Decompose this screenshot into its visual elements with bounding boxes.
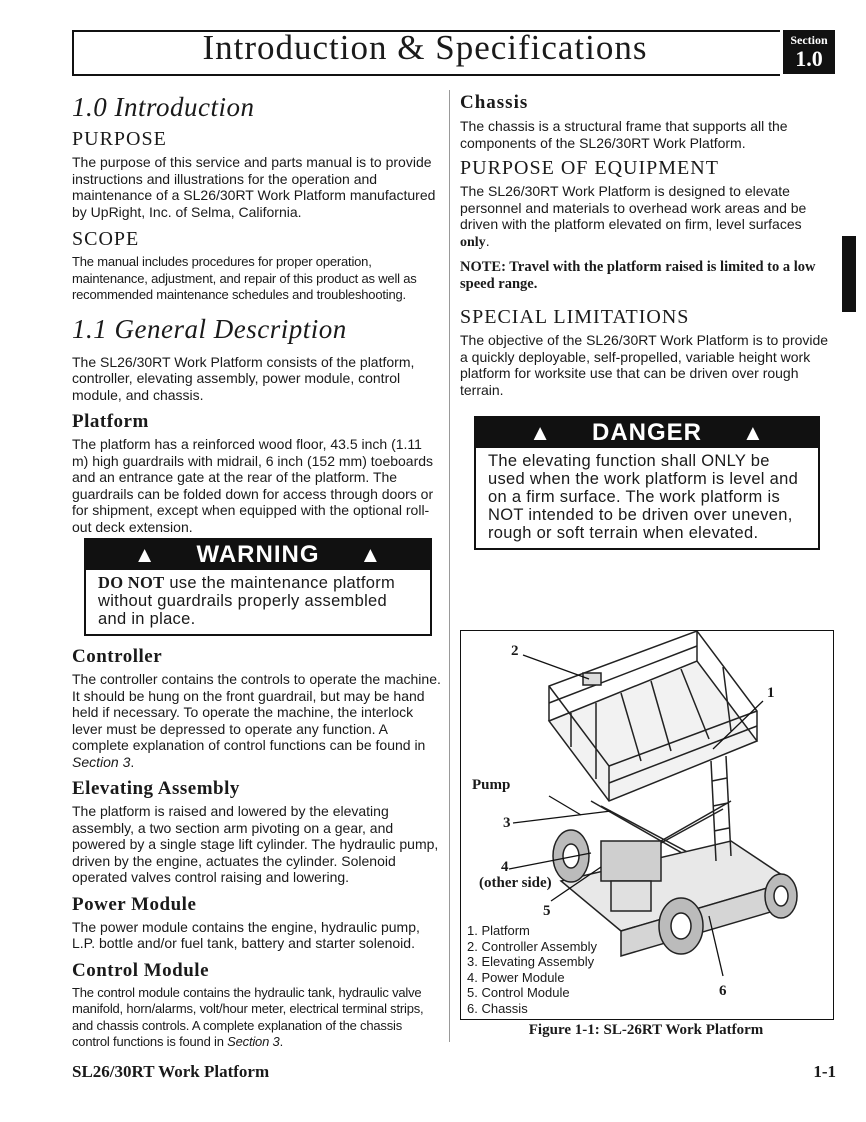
platform-heading: Platform — [72, 411, 149, 432]
other-side-label: (other side) — [479, 875, 552, 891]
chassis-text: The chassis is a structural frame that supports all the components of the SL26/30RT Work Platform. — [460, 118, 788, 151]
right-column — [460, 92, 834, 398]
warning-triangle-icon: ▲ — [359, 542, 383, 567]
page-number: 1-1 — [813, 1062, 836, 1081]
figure-caption: Figure 1-1: SL-26RT Work Platform — [528, 1022, 764, 1038]
warning-triangle-icon: ▲ — [133, 542, 157, 567]
section-badge-number: 1.0 — [795, 46, 823, 71]
legend-item: 1. Platform — [467, 923, 530, 938]
section-edge-tab — [842, 236, 856, 312]
warning-emphasis: DO NOT — [98, 573, 165, 592]
purpose-equipment-only: only — [460, 234, 486, 250]
general-heading: 1.1 General Description — [72, 313, 347, 344]
purpose-text: The purpose of this service and parts manual is to provide instructions and illustrations for the operation and maintenance of a SL26/30RT Work Platform manufactured by UpRight, Inc. of Selma, California. — [72, 154, 436, 220]
danger-header — [476, 418, 818, 448]
purpose-equipment-text: The SL26/30RT Work Platform is designed to elevate personnel and materials to overhead work areas and be driven with the platform elevated on firm, level surfaces only. — [460, 183, 807, 250]
footer-product-name: SL26/30RT Work Platform — [72, 1062, 270, 1081]
purpose-equipment-body: The SL26/30RT Work Platform is designed to elevate personnel and materials to overhead work areas and be driven with the platform elevated on firm, level surfaces — [460, 183, 807, 232]
left-column-lower — [72, 646, 442, 1051]
left-column — [72, 92, 442, 535]
danger-triangle-icon: ▲ — [529, 420, 552, 445]
control-section-ref: Section 3 — [227, 1034, 280, 1049]
purpose-equipment-heading: PURPOSE OF EQUIPMENT — [460, 157, 719, 179]
special-limitations-heading: SPECIAL LIMITATIONS — [460, 306, 690, 328]
warning-body — [86, 570, 430, 634]
callout-3: 3 — [503, 815, 511, 831]
page-title: Introduction & Specifications — [202, 28, 648, 67]
control-heading: Control Module — [72, 959, 210, 981]
danger-box — [474, 416, 820, 550]
power-heading: Power Module — [72, 893, 197, 915]
controller-heading: Controller — [72, 646, 163, 667]
power-text: The power module contains the engine, hydraulic pump, L.P. bottle and/or fuel tank, battery and starter solenoid. — [72, 918, 420, 951]
warning-title: WARNING — [196, 541, 320, 568]
pump-label: Pump — [472, 777, 511, 793]
callout-5: 5 — [543, 903, 551, 919]
controller-text: The controller contains the controls to operate the machine. It should be hung on the front guardrail, but may be hand held if necessary. To operate the machine, the interlock lever must be depressed to operate any function. A complete explanation of control functions can be found in Section 3. — [72, 671, 441, 770]
section-badge — [783, 30, 835, 74]
scope-heading: SCOPE — [72, 228, 140, 250]
general-text: The SL26/30RT Work Platform consists of the platform, controller, elevating assembly, power module, control module, and chassis. — [72, 353, 415, 403]
section-badge-label: Section — [790, 33, 828, 47]
travel-note: NOTE: Travel with the platform raised is limited to a low speed range. — [460, 259, 816, 292]
figure-frame — [460, 630, 834, 1020]
legend-item: 6. Chassis — [467, 1000, 528, 1016]
danger-body: The elevating function shall ONLY be used when the work platform is level and on a firm surface. The work platform is NOT intended to be driven over uneven, rough or soft terrain when elevated. — [488, 452, 799, 542]
control-text-body: The control module contains the hydraulic tank, hydraulic valve manifold, horn/alarms, volt/hour meter, electrical terminal strips, and chassis controls. A complete explanation of the chassis control functions is found in — [72, 984, 424, 1049]
control-text: The control module contains the hydraulic tank, hydraulic valve manifold, horn/alarms, volt/hour meter, electrical terminal strips, and chassis controls. A complete explanation of the chassis control functions is found in Section 3. — [72, 984, 424, 1049]
legend-item: 2. Controller Assembly — [467, 938, 598, 954]
controller-text-body: The controller contains the controls to operate the machine. It should be hung on the front guardrail, but may be hand held if necessary. To operate the machine, the interlock lever must be depressed to operate any function. A complete explanation of control functions can be found in — [72, 671, 441, 753]
warning-header — [86, 540, 430, 570]
legend-item: 3. Elevating Assembly — [467, 954, 595, 969]
figure-legend — [467, 923, 597, 1016]
elevating-text: The platform is raised and lowered by the elevating assembly, a two section arm pivoting on a gear, and powered by a single stage lift cylinder. The hydraulic pump, driven by the engine, actuates the cylinder. Solenoid operated valves control raising and lowering. — [72, 803, 439, 885]
warning-text: use the maintenance platform without guardrails properly assembled and in place. — [98, 574, 396, 628]
scope-text: The manual includes procedures for proper operation, maintenance, adjustment, and repair of this product as well as recommended maintenance schedules and troubleshooting. — [72, 254, 417, 302]
callout-2: 2 — [511, 643, 519, 659]
special-limitations-text: The objective of the SL26/30RT Work Platform is to provide a quickly deployable, self-propelled, variable height work platform for worksite use that can be driven over rough terrain. — [460, 332, 829, 398]
elevating-heading: Elevating Assembly — [72, 778, 240, 799]
chassis-heading: Chassis — [460, 92, 529, 113]
column-divider — [449, 90, 450, 1042]
purpose-heading: PURPOSE — [72, 128, 167, 150]
warning-box — [84, 538, 432, 636]
callout-1: 1 — [767, 685, 775, 701]
callout-4: 4 — [501, 859, 509, 875]
intro-heading: 1.0 Introduction — [72, 92, 255, 122]
callout-6: 6 — [719, 983, 727, 999]
platform-text: The platform has a reinforced wood floor, 43.5 inch (1.11 m) high guardrails with midrail, 6 inch (152 mm) toeboards and an entrance gate at the rear of the platform. The guardrails can be folded down for access through doors or for shipment, except when equipped with the optional roll-out deck extension. — [72, 436, 434, 535]
legend-item: 4. Power Module — [467, 969, 565, 985]
danger-title: DANGER — [591, 419, 702, 446]
legend-item: 5. Control Module — [467, 985, 570, 1000]
danger-triangle-icon: ▲ — [742, 420, 765, 445]
controller-section-ref: Section 3 — [72, 753, 131, 770]
